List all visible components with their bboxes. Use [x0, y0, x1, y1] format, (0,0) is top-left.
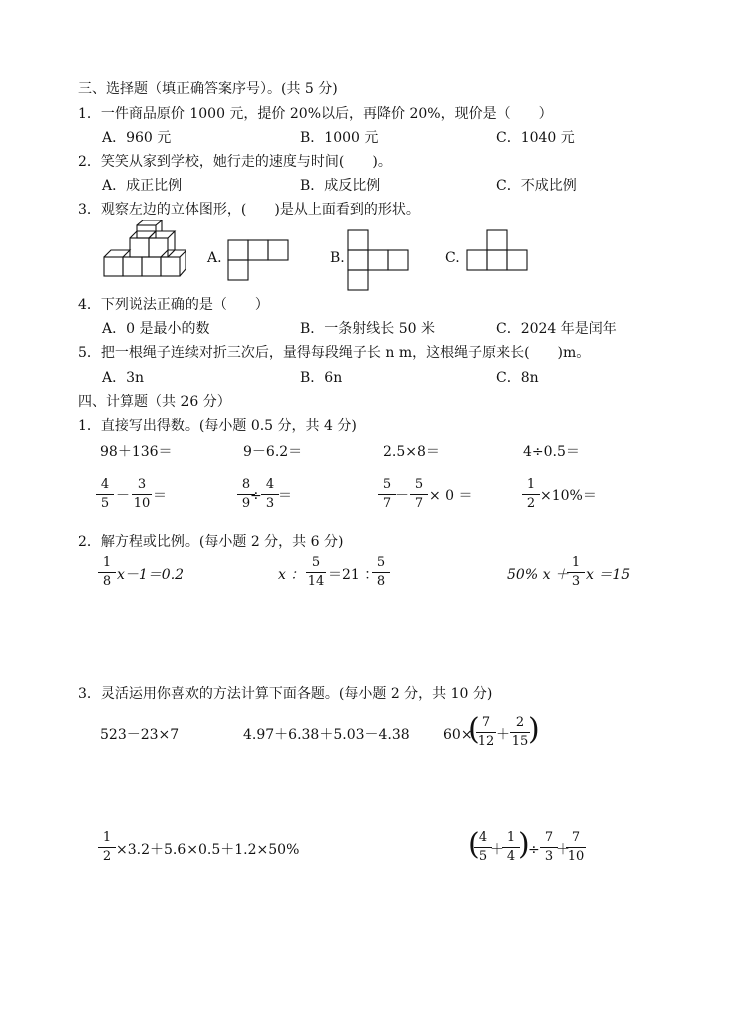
fraction: 3 10	[133, 477, 151, 511]
equation-1: x－1＝0.2	[117, 567, 185, 583]
q3-option-b: B.	[330, 250, 345, 266]
left-paren: (	[468, 712, 480, 747]
calc-3-2: 4.97＋6.38＋5.03－4.38	[243, 727, 410, 743]
operator: －	[116, 488, 130, 504]
fraction: 7 10	[567, 830, 585, 864]
q3-option-a: A.	[207, 250, 222, 266]
q2-option-a: A．成正比例	[102, 178, 183, 194]
operator: ＋	[490, 842, 504, 858]
fraction: 2 15	[511, 715, 529, 749]
q3-option-c: C.	[445, 250, 460, 266]
operator: ÷	[250, 488, 262, 504]
equation-3-tail: x ＝15	[586, 567, 631, 583]
q3-shape-a	[227, 239, 289, 281]
q1-stem: 1．一件商品原价 1000 元，提价 20%以后，再降价 20%，现价是（ ）	[78, 106, 553, 122]
fraction: 8 9	[237, 478, 255, 511]
right-paren: )	[518, 827, 530, 862]
operator: ＋	[496, 727, 510, 743]
calc-1-3: 2.5×8＝	[383, 444, 440, 460]
calc-1-4: 4÷0.5＝	[523, 444, 580, 460]
fraction: 4 3	[261, 478, 279, 511]
q4-option-b: B．一条射线长 50 米	[300, 321, 436, 337]
fraction: 5 7	[410, 478, 428, 511]
calc-3-4: ×3.2＋5.6×0.5＋1.2×50%	[116, 842, 300, 858]
calc-1-2: 9－6.2＝	[243, 444, 303, 460]
part-3-title: 3．灵活运用你喜欢的方法计算下面各题。(每小题 2 分，共 10 分)	[78, 686, 493, 702]
q2-option-c: C．不成比例	[496, 178, 577, 194]
calc-1-1: 98＋136＝	[100, 444, 173, 460]
q3-stem: 3．观察左边的立体图形，( )是从上面看到的形状。	[78, 202, 420, 218]
fraction: 7 12	[477, 715, 495, 749]
q1-option-a: A．960 元	[102, 130, 172, 146]
operator: －	[395, 488, 409, 504]
fraction: 1 3	[567, 556, 585, 589]
proportion-head: x ：	[278, 567, 305, 583]
tail: × 0 ＝	[429, 488, 473, 504]
fraction: 5 14	[307, 555, 325, 589]
proportion-mid: ＝21 ：	[328, 567, 379, 583]
calc-3-1: 523－23×7	[100, 727, 180, 743]
q1-option-c: C．1040 元	[496, 130, 575, 146]
equals: ＝	[278, 488, 292, 504]
q5-option-a: A．3n	[102, 370, 145, 386]
q4-option-a: A．0 是最小的数	[102, 321, 210, 337]
q5-stem: 5．把一根绳子连续对折三次后，量得每段绳子长 n m，这根绳子原来长( )m。	[78, 345, 591, 361]
tail: ×10%＝	[540, 488, 597, 504]
fraction: 1 2	[522, 478, 540, 511]
fraction: 4 5	[96, 478, 114, 511]
fraction: 4 5	[474, 831, 492, 864]
fraction: 7 3	[540, 831, 558, 864]
fraction: 1 2	[98, 831, 116, 864]
operator: ＋	[556, 842, 570, 858]
q1-option-b: B．1000 元	[300, 130, 379, 146]
section-3-title: 三、选择题（填正确答案序号）。(共 5 分)	[78, 81, 338, 97]
section-4-title: 四、计算题（共 26 分）	[78, 394, 231, 410]
part-1-title: 1．直接写出得数。(每小题 0.5 分，共 4 分)	[78, 418, 357, 434]
cube-figure	[102, 220, 186, 282]
fraction: 5 8	[372, 556, 390, 589]
q2-option-b: B．成反比例	[300, 178, 381, 194]
equals: ＝	[153, 488, 167, 504]
q5-option-c: C．8n	[496, 370, 539, 386]
q4-option-c: C．2024 年是闰年	[496, 321, 617, 337]
left-paren: (	[468, 827, 480, 862]
equation-3-head: 50% x ＋	[507, 567, 569, 583]
right-paren: )	[528, 712, 540, 747]
fraction: 1 4	[502, 831, 520, 864]
q3-shape-c	[466, 229, 528, 271]
part-2-title: 2．解方程或比例。(每小题 2 分，共 6 分)	[78, 534, 344, 550]
q4-stem: 4．下列说法正确的是（ ）	[78, 297, 269, 313]
operator: ÷	[528, 842, 540, 858]
q3-shape-b	[347, 229, 409, 291]
q5-option-b: B．6n	[300, 370, 343, 386]
q2-stem: 2．笑笑从家到学校，她行走的速度与时间( )。	[78, 154, 392, 170]
fraction: 1 8	[98, 556, 116, 589]
fraction: 5 7	[378, 478, 396, 511]
calc-3-3-head: 60×	[443, 727, 473, 743]
